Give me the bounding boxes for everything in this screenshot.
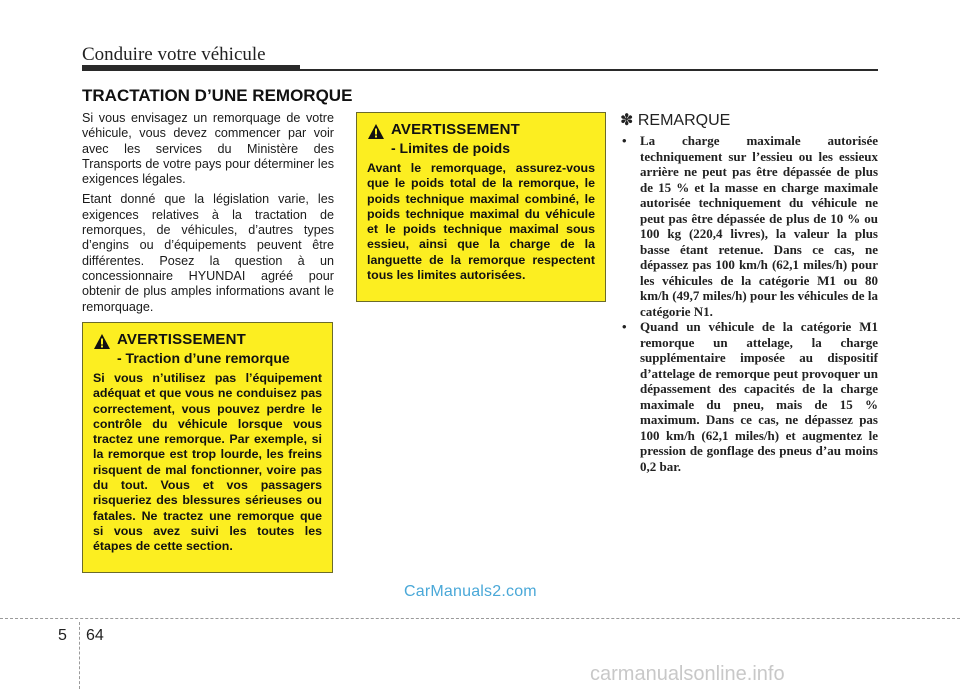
warning-triangle-icon (367, 123, 385, 140)
page-number-separator (79, 622, 80, 689)
warning-box-trailer-towing (82, 322, 333, 573)
section-number: 5 (58, 627, 67, 644)
intro-paragraph-2: Etant donné que la législation varie, les exigences relatives à la tractation de remorques, de véhicules, d’autres types d’engins ou d’équipements peuvent être différentes. Posez la question à un concessionnaire HYUNDAI agréé pour obtenir de plus amples informations avant le remorquage. (82, 192, 334, 314)
footer-divider (0, 618, 960, 619)
chapter-title: Conduire votre véhicule (82, 44, 266, 65)
warning-title: AVERTISSEMENT (391, 121, 521, 138)
section-title: TRACTATION D’UNE REMORQUE (82, 86, 353, 105)
page-number: 64 (86, 627, 104, 644)
watermark-carmanualsonline[interactable]: carmanualsonline.info (590, 663, 785, 685)
bullet-icon: • (622, 133, 627, 148)
warning-subtitle: - Limites de poids (391, 140, 511, 156)
intro-paragraph-1: Si vous envisagez un remorquage de votre véhicule, vous devez commencer par voir avec les services du Ministère des Transports de votre pays pour déterminer les exigences légales. (82, 111, 334, 187)
note-item: • Quand un véhicule de la catégorie M1 remorque un attelage, la charge supplémentaire imposée au dispositif d’attelage de remorque peut provoquer un dépassement des capacités de la charge maximale du pneu, mais de 15 % maximum. Dans ce cas, ne dépassez pas 100 km/h (62,1 miles/h) et augmentez le pression de gonflage des pneus d’au moins 0,2 bar. (622, 319, 878, 474)
intro-text (82, 111, 334, 315)
note-section (620, 110, 878, 474)
warning-body: Avant le remorquage, assurez-vous que le poids total de la remorque, le poids technique maximal combiné, le poids technique maximal du véhicule et le poids technique maximal sous essieu, ainsi que la charge de la languette de la remorque respectent tous les limites autorisées. (367, 161, 595, 283)
note-title: ✽ REMARQUE (620, 112, 731, 129)
warning-box-weight-limits (356, 112, 606, 302)
header-rule-thin (300, 69, 878, 71)
note-item: • La charge maximale autorisée techniquement sur l’essieu ou les essieux arrière ne peut pas être dépassée de plus de 15 % et la masse en charge maximale autorisée techniquement du véhicule ne peut pas être dépassée de plus de 10 % ou 100 kg (220,4 livres), la valeur la plus basse étant retenue. Dans ce cas, ne dépassez pas 100 km/h (62,1 miles/h) pour les véhicules de la catégorie M1 ou 80 km/h (49,7 miles/h) pour les véhicules de la catégorie N1. (622, 133, 878, 319)
bullet-icon: • (622, 319, 627, 334)
warning-triangle-icon (93, 333, 111, 350)
warning-title: AVERTISSEMENT (117, 331, 247, 348)
watermark-carmanuals2[interactable]: CarManuals2.com (404, 583, 537, 600)
warning-body: Si vous n’utilisez pas l’équipement adéquat et que vous ne conduisez pas correctement, vous pouvez perdre le contrôle du véhicule lorsque vous tractez une remorque. Par exemple, si la remorque est trop lourde, les freins risquent de mal fonctionner, voire pas du tout. Vous et vos passagers risqueriez des blessures sérieuses ou fatales. Ne tractez une remorque que si vous avez suivi les toutes les étapes de cette section. (93, 371, 322, 554)
warning-subtitle: - Traction d’une remorque (117, 350, 290, 366)
note-list (620, 133, 878, 474)
header-rule-thick (82, 65, 300, 71)
